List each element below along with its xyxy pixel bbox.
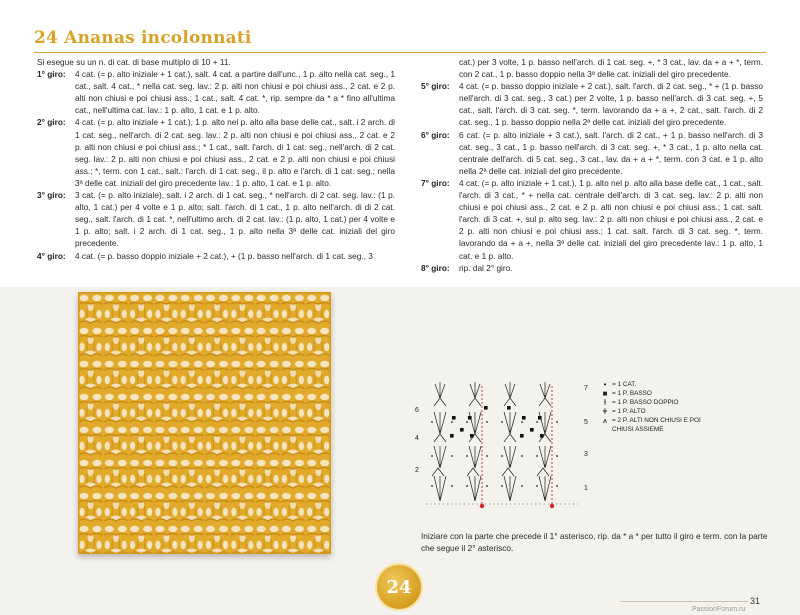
square-icon: ■ [602, 389, 608, 398]
pineapple-repeat [432, 382, 446, 501]
row-number: 5 [584, 419, 588, 426]
instructions-left-column [37, 56, 395, 262]
round-2 [37, 116, 395, 189]
round-label: 6° giro: [421, 129, 450, 140]
footer-rule [620, 601, 748, 602]
round-4-continuation: cat.) per 3 volte, 1 p. basso nell'arch. di 1 cat. seg. +, * 3 cat., lav. da + a + *, term. con 2 cat., 1 p. basso doppio nella 3ª delle cat. iniziali del giro precedente. [459, 57, 763, 80]
round-text: 4 cat. (= p. basso doppio iniziale + 2 cat.), + (1 p. basso nell'arch. di 1 cat. seg., 3 [75, 250, 373, 261]
cluster-icon: ⩚ [602, 416, 608, 425]
round-label: 7° giro: [421, 177, 450, 188]
chain-rows [431, 421, 558, 487]
legend-text: = 1 P. ALTO [612, 408, 646, 415]
stitch-diagram [412, 376, 592, 516]
round-label: 3° giro: [37, 190, 66, 201]
legend-item [598, 416, 717, 434]
legend-text: = 1 P. BASSO [612, 390, 652, 397]
legend-item [598, 389, 717, 398]
round-1 [37, 68, 395, 116]
stitch-rows [432, 382, 551, 501]
round-text: rip. dal 2° giro. [459, 262, 513, 273]
row-number: 2 [415, 467, 419, 474]
legend-item [598, 398, 717, 407]
legend-item [598, 407, 717, 416]
pattern-number-badge: 24 [377, 565, 421, 609]
row-number: 3 [584, 451, 588, 458]
pattern-title: 24 Ananas incolonnati [34, 28, 252, 48]
chain-dot-icon: • [603, 380, 607, 389]
intro-text: Si esegue su un n. di cat. di base multiplo di 10 + 11. [37, 57, 231, 67]
round-label: 1° giro: [37, 69, 66, 80]
round-label: 4° giro: [37, 250, 66, 261]
row-number: 4 [415, 435, 419, 442]
round-text: 4 cat. (= p. alto iniziale + 1 cat.), 1 p. alto nel p. alto alla base delle cat., 1 cat., salt. l'arch. di 3 cat., * + nella cat. centrale dell'arch. di 3 cat. seg. lav.: 2 p. alti non chiusi e poi chiusi ass., 2 cat. e 2 p. alti non chiusi e poi chiusi ass.; 1 cat. salt. l'arch. di 3 cat. +, sul p. alto seg. lav.: 2 p. alti non chiusi e poi chiusi ass., 2 cat. e 2 p. alti non chiusi e poi chiusi ass.; 1 cat. salt. l'arch. di 3 cat. seg. *, term. lavorando da + a +, nella 3ª delle cat. iniziali del giro precedente lav.: 1 p. alto, 1 cat. e 1 p. alto. [459, 177, 763, 261]
round-label: 8° giro: [421, 262, 450, 273]
symbol-legend [598, 380, 717, 434]
single-crochet-marks [450, 406, 544, 438]
title-divider [34, 52, 766, 53]
round-label: 2° giro: [37, 117, 66, 128]
legend-item [598, 380, 717, 389]
round-text: 4 cat. (= p. basso doppio iniziale + 2 cat.), salt. l'arch. di 2 cat. seg., * + (1 p. basso nell'arch. di 3 cat. seg., 3 cat.) per 2 volte, 1 p. basso nell'arch. di 3 cat. seg. +, 5 cat., salt. l'arch. di 3 cat. seg. *, term. lavorando da + a +, 2 cat., salt. l'arch. di 2 cat. seg., 1 p. basso doppio nella 2ª delle cat. iniziali del giro precedente. [459, 81, 763, 128]
round-text: 6 cat. (= p. alto iniziale + 3 cat.), salt. l'arch. di 2 cat., + 1 p. basso nell'arch. di 3 cat. seg., 3 cat., 1 p. basso nell'arch. di 3 cat. seg. +, * 3 cat., 1 p. alto nella cat. centrale dell'arch. di 5 cat. seg., 3 cat., lav. da + a + *, term. con 3 cat. e 1 p. alto nella 2ª delle cat. iniziali del giro precedente. [459, 129, 763, 176]
round-text: 4 cat. (= p. alto iniziale + 1 cat.), 1 p. alto nel p. alto alla base delle cat., salt. i 2 arch. di 1 cat. seg., nell'arch. di 2 cat. seg. lav.: 2 p. alti non chiusi e poi chiusi ass., 2 cat. e 2 p. alti non chiusi e poi chiusi ass.; * 1 cat., salt. l'arch. di 1 cat. seg., nell'arch. di 2 cat. seg. lav.: 2 p. alti non chiusi e poi chiusi ass., 2 cat. e 2 p. alti non chiusi e poi chiusi ass.; *, term. con 1 cat., salt.: l'arch. di 1 cat. seg., il p. alto e l'arch. di 1 cat. seg.; nella 3ª delle cat. iniziali del giro precedente lav.: 1 p. alto, 1 cat. e 1 p. alto. [75, 117, 395, 188]
round-3 [37, 189, 395, 249]
repeat-note: Iniziare con la parte che precede il 1° asterisco, rip. da * a * per tutto il giro e term. con la parte che segue il 2° asterisco. [421, 531, 768, 554]
legend-text: = 2 P. ALTI NON CHIUSI E POI CHIUSI ASSIEME [612, 417, 701, 433]
round-6 [421, 129, 763, 177]
row-number: 7 [584, 385, 588, 392]
stitch-chart [412, 376, 592, 516]
round-text: 3 cat. (= p. alto iniziale), salt. i 2 arch. di 1 cat. seg., * nell'arch. di 2 cat. seg. lav.: (1 p. alto, 1 cat.) per 4 volte e 1 p. alto; salt. l'arch. di 1 cat., 1 p. alto nell'arch. di di 2 cat. seg., salt. l'arch. di 1 cat. *, nell'ultimo arch. di 2 cat. lav.: (1 p. alto, 1 cat.) per 4 volte e 1 p. alto; salt. i 2 arch. di 1 cat. seg., 1 p. alto nella 3ª delle cat. iniziali del giro precedente. [75, 190, 395, 249]
round-5 [421, 80, 763, 128]
row-numbers [415, 385, 588, 492]
legend-text: = 1 CAT. [612, 381, 637, 388]
row-number: 1 [584, 485, 588, 492]
crochet-swatch-photo [78, 292, 331, 554]
repeat-marker-dots [480, 504, 554, 508]
instructions-right-column [421, 56, 763, 274]
swatch-texture [78, 292, 331, 554]
legend-text: = 1 P. BASSO DOPPIO [612, 399, 679, 406]
round-label: 5° giro: [421, 81, 450, 92]
watermark: PassionForum.ru [692, 606, 746, 613]
round-7 [421, 177, 763, 262]
treble-icon: ǂ [602, 407, 608, 416]
round-4 [37, 250, 395, 262]
page-number: 31 [750, 596, 761, 606]
round-8 [421, 262, 763, 274]
row-number: 6 [415, 407, 419, 414]
round-text: 4 cat. (= p. alto iniziale + 1 cat.), salt. 4 cat. a partire dall'unc., 1 p. alto nella cat. seg., 1 cat., salt. 4 cat., * nella cat. seg. lav.: 2 p. alti non chiusi e poi chiusi ass., 2 cat. e 2 p. alti non chiusi e poi chiusi ass.; 1 cat., salt. 4 cat. *, rip. sempre da * a * fino all'ultima cat., nell'ultima cat. lav.: 1 p. alto, 1 cat. e 1 p. alto. [75, 69, 395, 116]
double-crochet-icon: ⱡ [604, 398, 606, 407]
